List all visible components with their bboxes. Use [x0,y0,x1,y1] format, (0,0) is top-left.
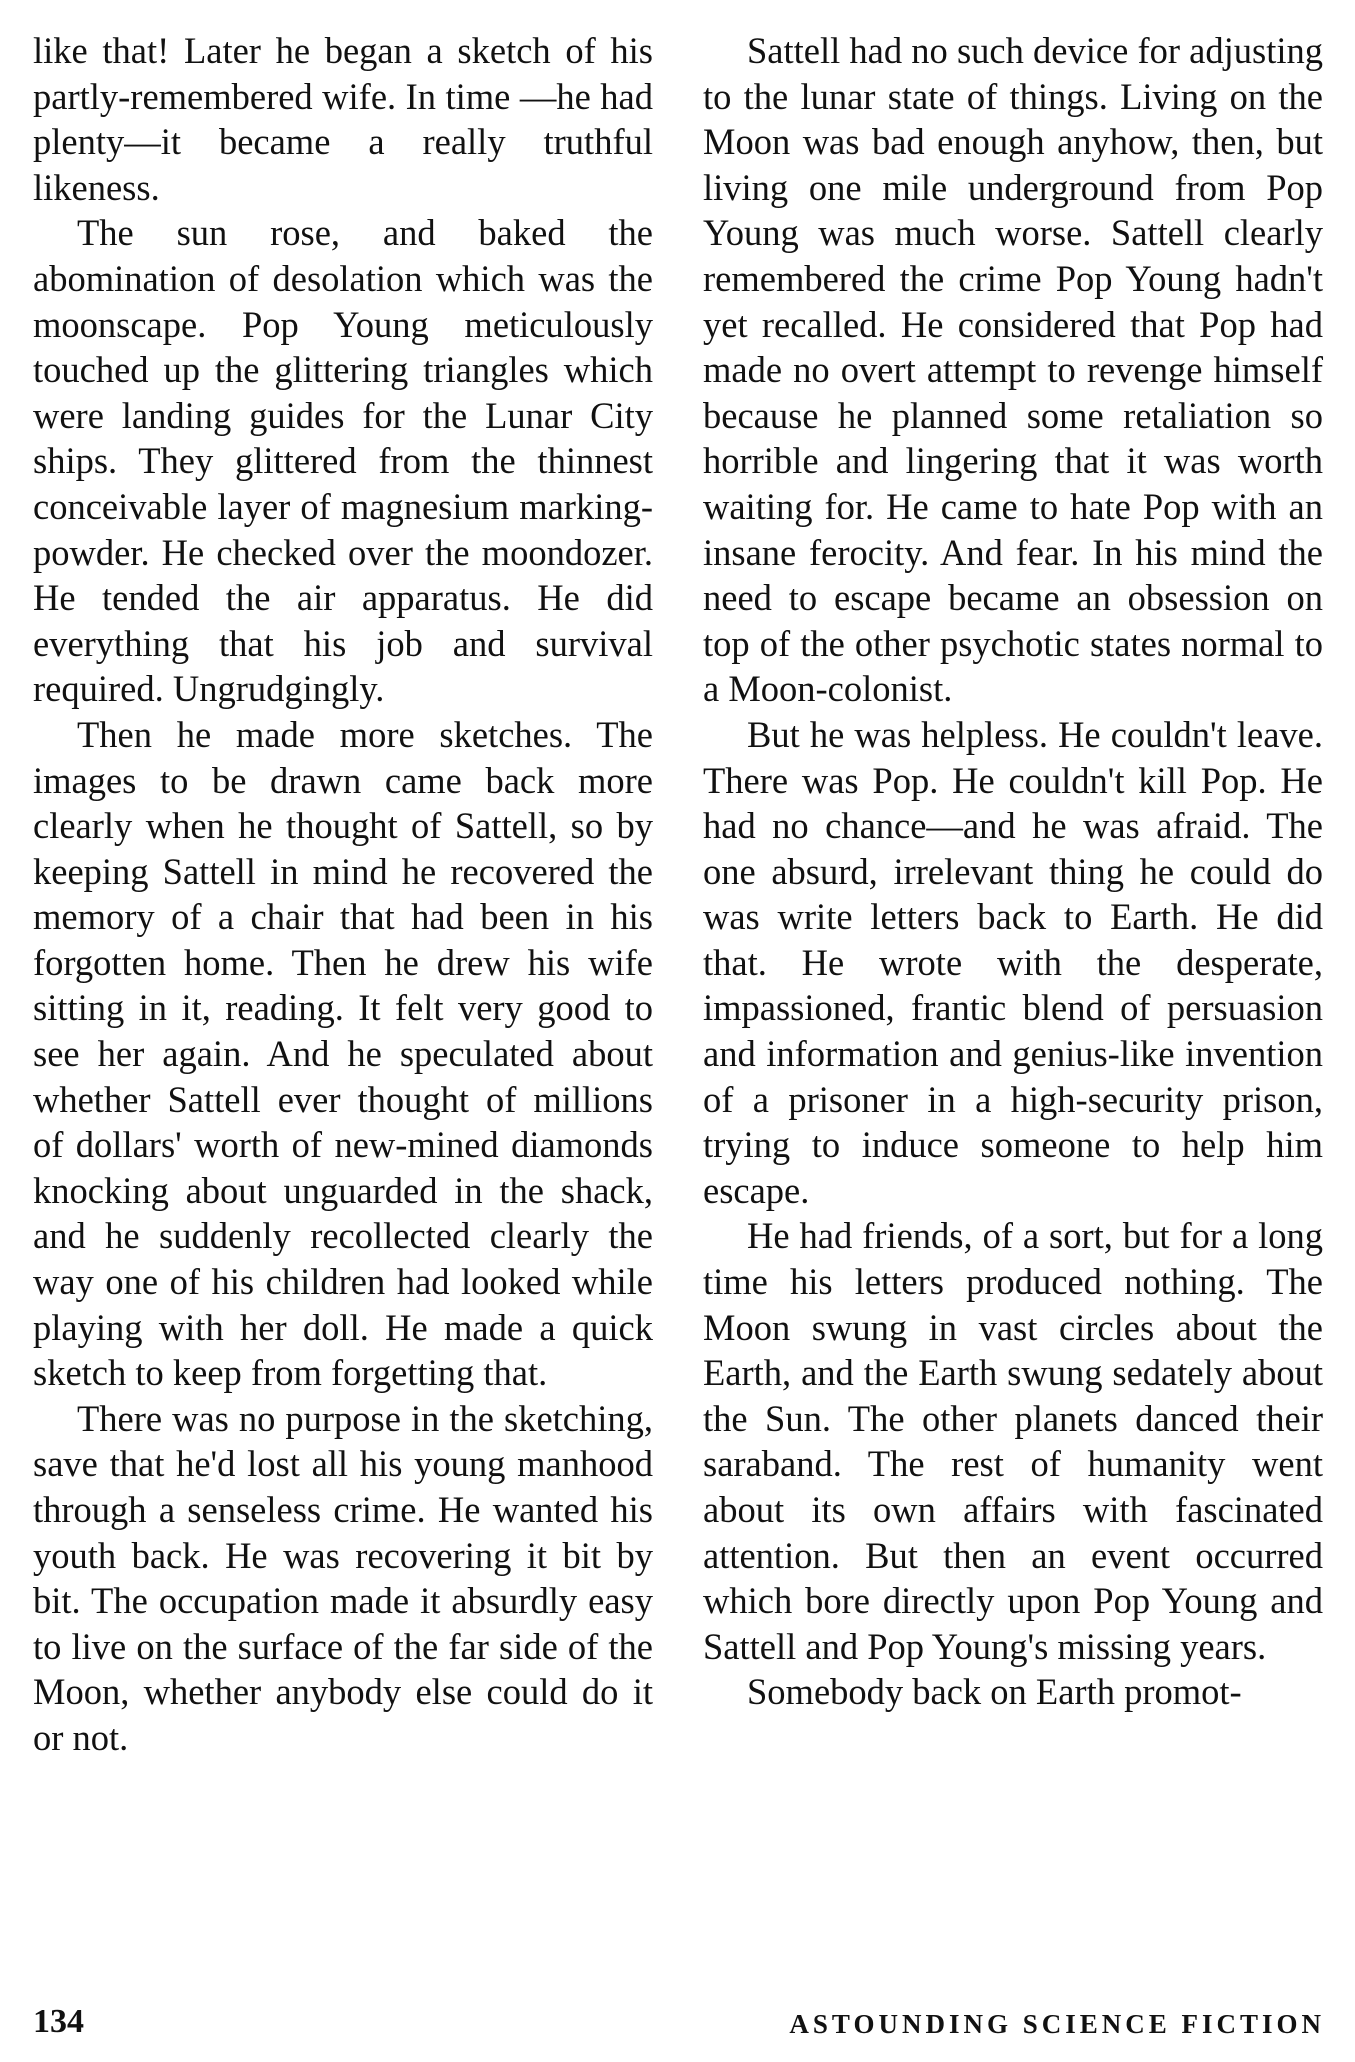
paragraph: But he was helpless. He couldn't leave. There was Pop. He couldn't kill Pop. He had no chance—and he was afraid. The one absurd, irrelevant thing he could do was write letters back to Earth. He did that. He wrote with the desperate, impassioned, frantic blend of persuasion and information and genius-like invention of a prisoner in a high-security prison, trying to induce someone to help him escape. [703,713,1323,1211]
page-footer [0,2002,1355,2052]
paragraph: He had friends, of a sort, but for a long time his letters produced nothing. The Moon swung in vast circles about the Earth, and the Earth swung sedately about the Sun. The other planets danced their saraband. The rest of humanity went about its own affairs with fascinated attention. But then an event occurred which bore directly upon Pop Young and Sattell and Pop Young's missing years. [703,1215,1323,1667]
paragraph: There was no purpose in the sketching, save that he'd lost all his young manhood through a senseless crime. He wanted his youth back. He was recovering it bit by bit. The occupation made it absurdly easy to live on the surface of the far side of the Moon, whether anybody else could do it or not. [33,1397,653,1758]
paragraph: Then he made more sketches. The images to be drawn came back more clearly when he thought of Sattell, so by keeping Sattell in mind he recovered the memory of a chair that had been in his forgotten home. Then he drew his wife sitting in it, reading. It felt very good to see her again. And he speculated about whether Sattell ever thought of millions of dollars' worth of new-mined diamonds knocking about unguarded in the shack, and he suddenly recollected clearly the way one of his children had looked while playing with her doll. He made a quick sketch to keep from forgetting that. [33,713,653,1394]
running-title: ASTOUNDING SCIENCE FICTION [789,2009,1325,2039]
left-column [33,28,653,1761]
page-number: 134 [33,2003,84,2040]
paragraph: Somebody back on Earth promot- [747,1671,1242,1713]
paragraph: like that! Later he began a sketch of his partly-remembered wife. In time —he had plenty—it became a really truthful likeness. [33,30,653,208]
paragraph: Sattell had no such device for adjusting to the lunar state of things. Living on the Moon was bad enough anyhow, then, but living one mile underground from Pop Young was much worse. Sattell clearly remembered the crime Pop Young hadn't yet recalled. He considered that Pop had made no overt attempt to revenge himself because he planned some retaliation so horrible and lingering that it was worth waiting for. He came to hate Pop with an insane ferocity. And fear. In his mind the need to escape became an obsession on top of the other psychotic states normal to a Moon-colonist. [703,30,1323,710]
right-column [703,28,1323,1715]
paragraph: The sun rose, and baked the abomination of desolation which was the moonscape. Pop Young meticulously touched up the glittering triangles which were landing guides for the Lunar City ships. They glittered from the thinnest conceivable layer of magnesium marking-powder. He checked over the moondozer. He tended the air apparatus. He did everything that his job and survival required. Ungrudgingly. [33,212,653,710]
